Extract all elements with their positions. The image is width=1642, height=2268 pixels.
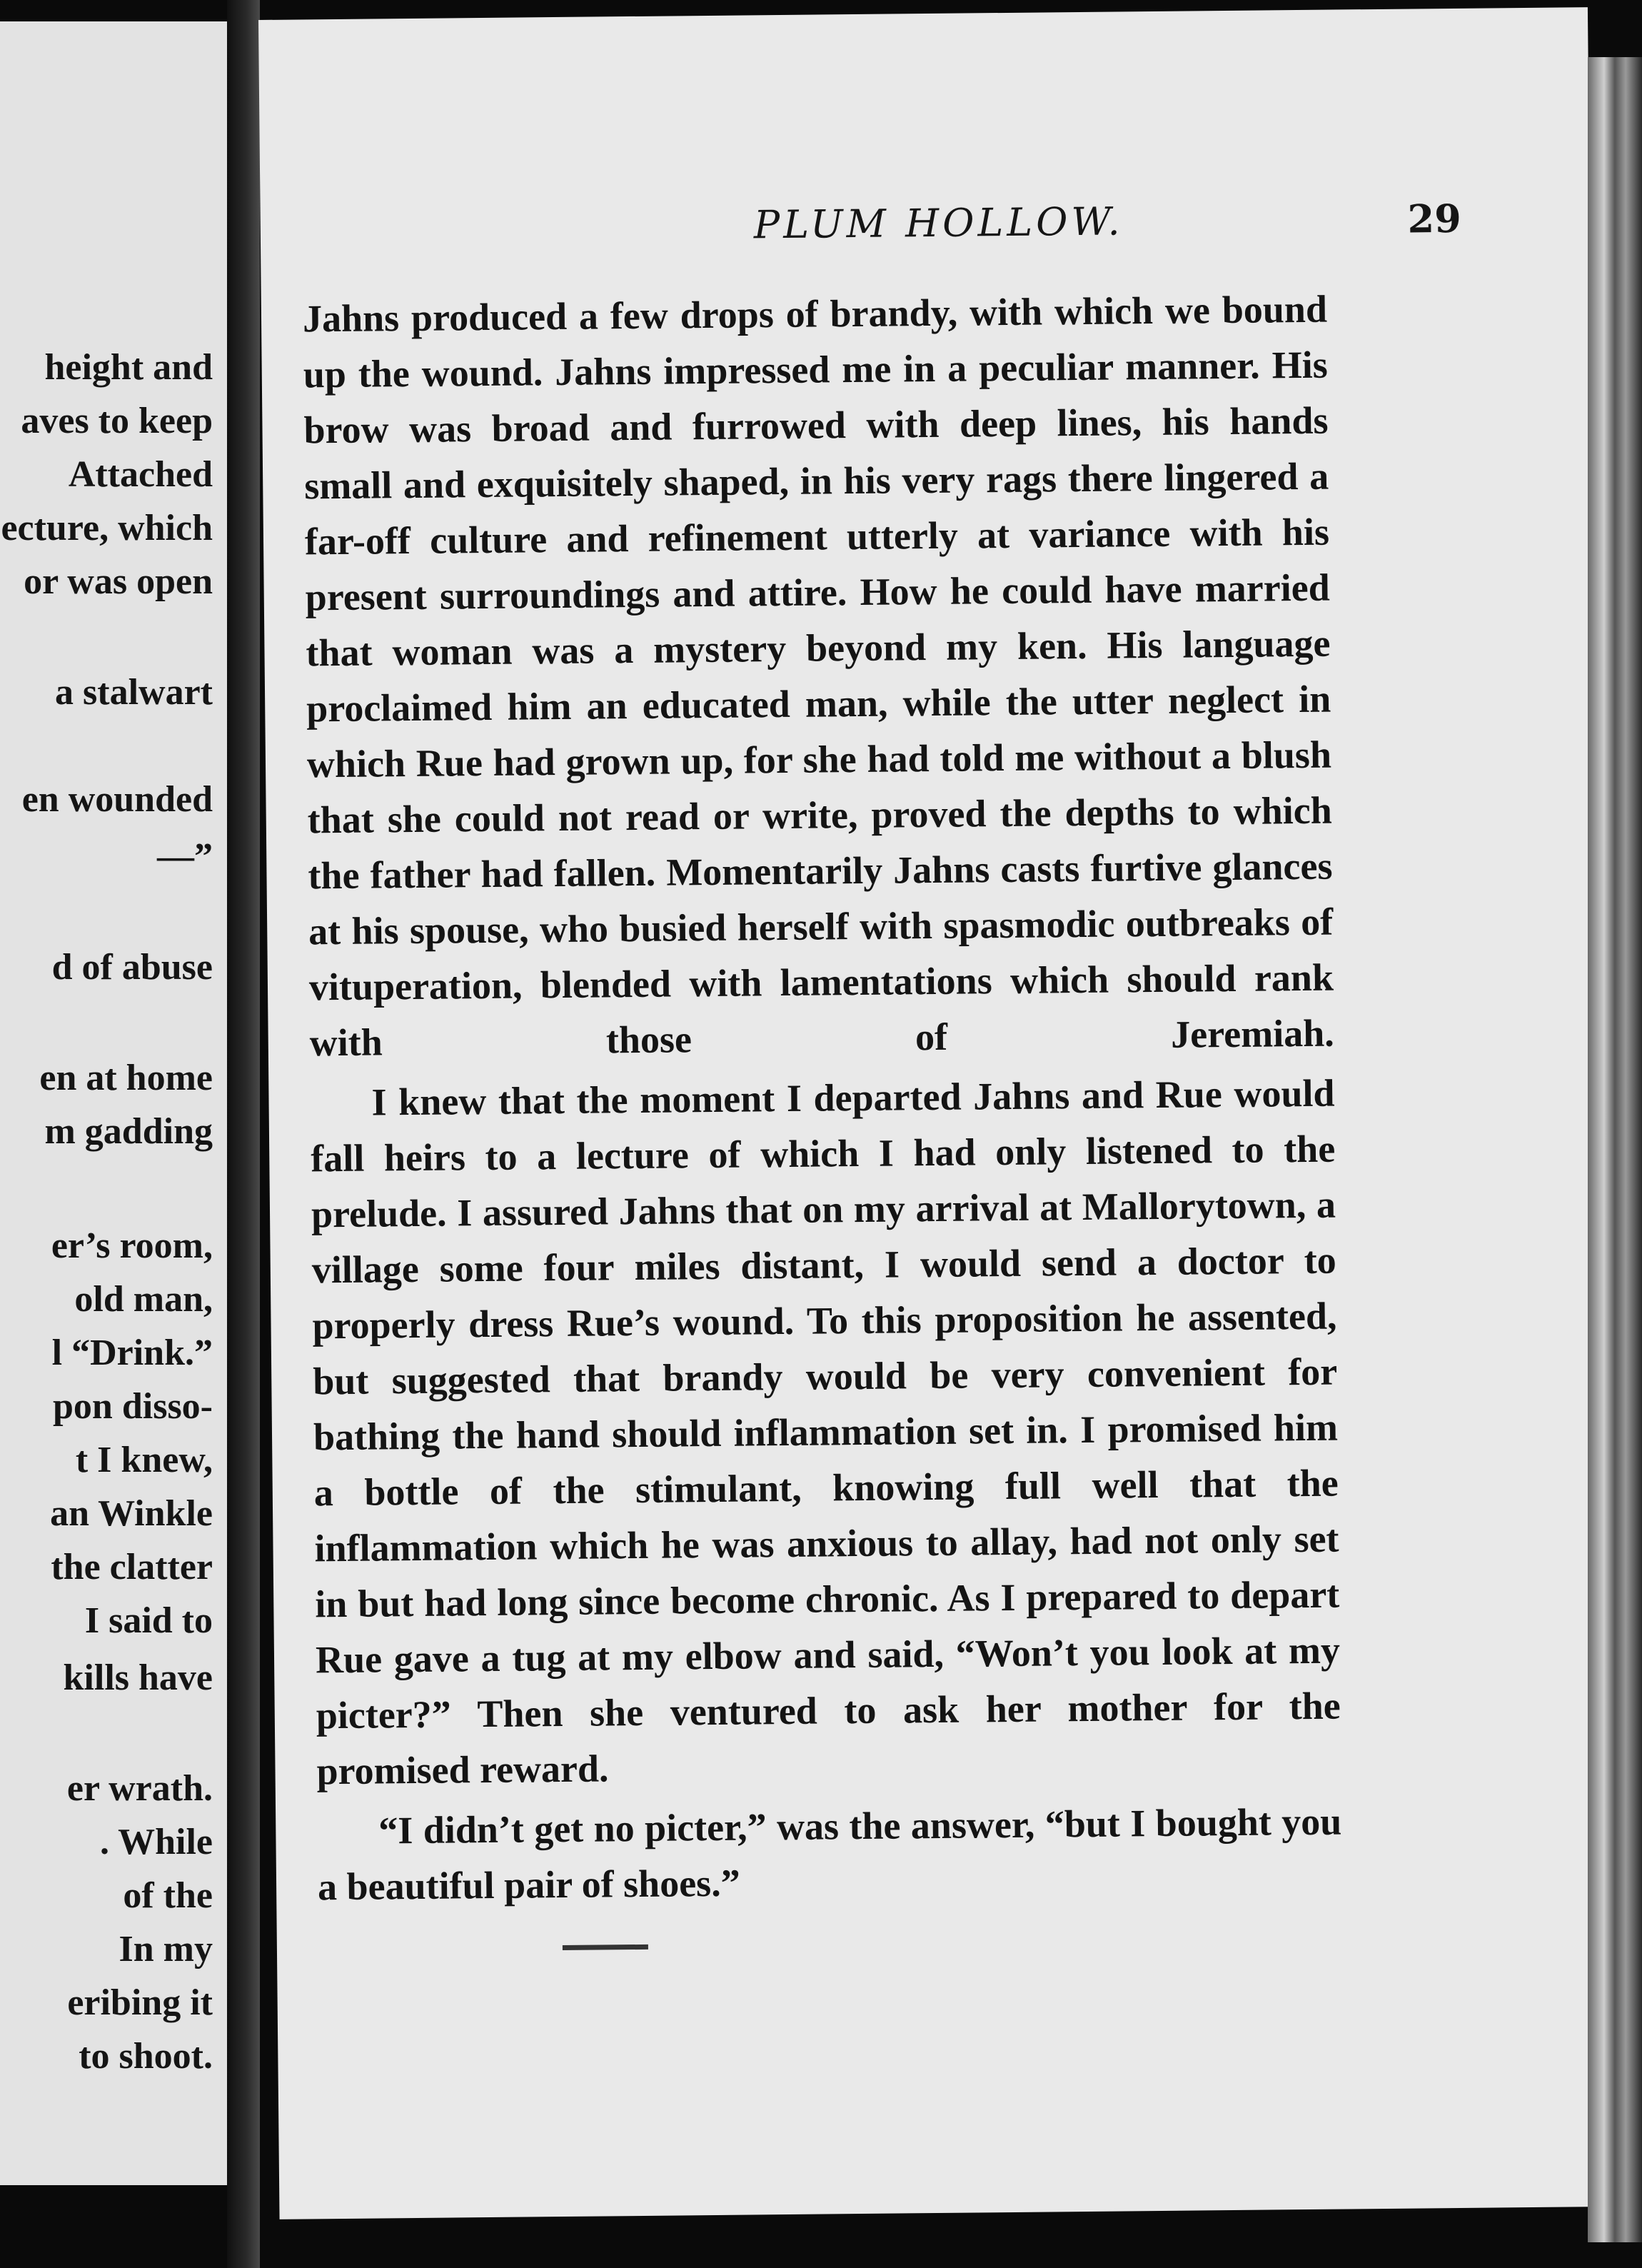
left-page-line: height and — [44, 347, 213, 388]
page-number: 29 — [1407, 195, 1462, 242]
left-page-line: old man, — [74, 1279, 213, 1320]
left-page-line: aves to keep — [21, 401, 213, 441]
left-page-line: Attached — [68, 454, 213, 495]
left-page-line: t I knew, — [75, 1440, 213, 1480]
page-stack-edge — [1588, 57, 1642, 2242]
left-page-line: the clatter — [51, 1547, 213, 1587]
left-page-line: er’s room, — [51, 1225, 213, 1266]
left-page-line: er wrath. — [66, 1768, 213, 1809]
left-page-line: to shoot. — [79, 2036, 213, 2077]
left-page-line: m gadding — [44, 1111, 213, 1152]
book-gutter — [227, 0, 260, 2268]
left-page-line: of the — [123, 1875, 213, 1916]
paragraph-3: “I didn’t get no picter,” was the answer, “but I bought you a beautiful pair of shoes.” — [317, 1800, 1342, 1909]
left-page-line: kills have — [63, 1657, 213, 1698]
left-page-line: en at home — [39, 1058, 213, 1098]
right-page — [258, 7, 1608, 2219]
left-page-line: d of abuse — [51, 947, 213, 988]
left-page-line: en wounded — [21, 779, 213, 820]
left-page-line: I said to — [84, 1600, 213, 1641]
body-text — [303, 281, 1343, 1915]
left-page-line: pon disso- — [53, 1386, 213, 1427]
left-page-line: ecture, which — [1, 508, 213, 548]
left-page-line: —” — [157, 836, 213, 877]
left-page-line: . While — [100, 1822, 213, 1862]
left-page-line: or was open — [24, 561, 213, 602]
running-head: PLUM HOLLOW. — [753, 199, 1124, 248]
left-page-line: In my — [119, 1929, 213, 1970]
left-page-line: a stalwart — [55, 672, 213, 713]
left-page-fragment — [0, 21, 227, 2185]
paragraph-1: Jahns produced a few drops of brandy, with which we bound up the wound. Jahns impressed me in a peculiar manner. His brow was broad and furrowed with deep lines, his hands small and exquisitely shaped, in his very rags there lingered a far-off culture and refinement utterly at variance with his present surroundings and attire. How he could have married that woman was a mystery beyond my ken. His language proclaimed him an educated man, while the utter neglect in which Rue had grown up, for she had told me without a blush that she could not read or write, proved the depths to which the father had fallen. Momentarily Jahns casts furtive glances at his spouse, who busied herself with spasmodic outbreaks of vituperation, blended with lamentations which should rank with those of Jeremiah. — [302, 287, 1334, 1065]
printer-mark — [563, 1945, 648, 1950]
left-page-line: eribing it — [67, 1982, 213, 2023]
paragraph-2: I knew that the moment I departed Jahns and Rue would fall heirs to a lecture of which I had only listened to the prelude. I assured Jahns that on my arrival at Mallorytown, a village some four miles distant, I would send a doctor to properly dress Rue’s wound. To this proposition he assented, but suggested that brandy would be very convenient for bathing the hand should inflammation set in. I promised him a bottle of the stimulant, knowing full well that the inflammation which he was anxious to allay, had not only set in but had long since become chronic. As I prepared to depart Rue gave a tug at my elbow and said, “Won’t you look at my picter?” Then she ventured to ask her mother for the promised reward. — [311, 1071, 1341, 1793]
left-page-line: an Winkle — [50, 1493, 213, 1534]
left-page-line: l “Drink.” — [51, 1333, 213, 1373]
